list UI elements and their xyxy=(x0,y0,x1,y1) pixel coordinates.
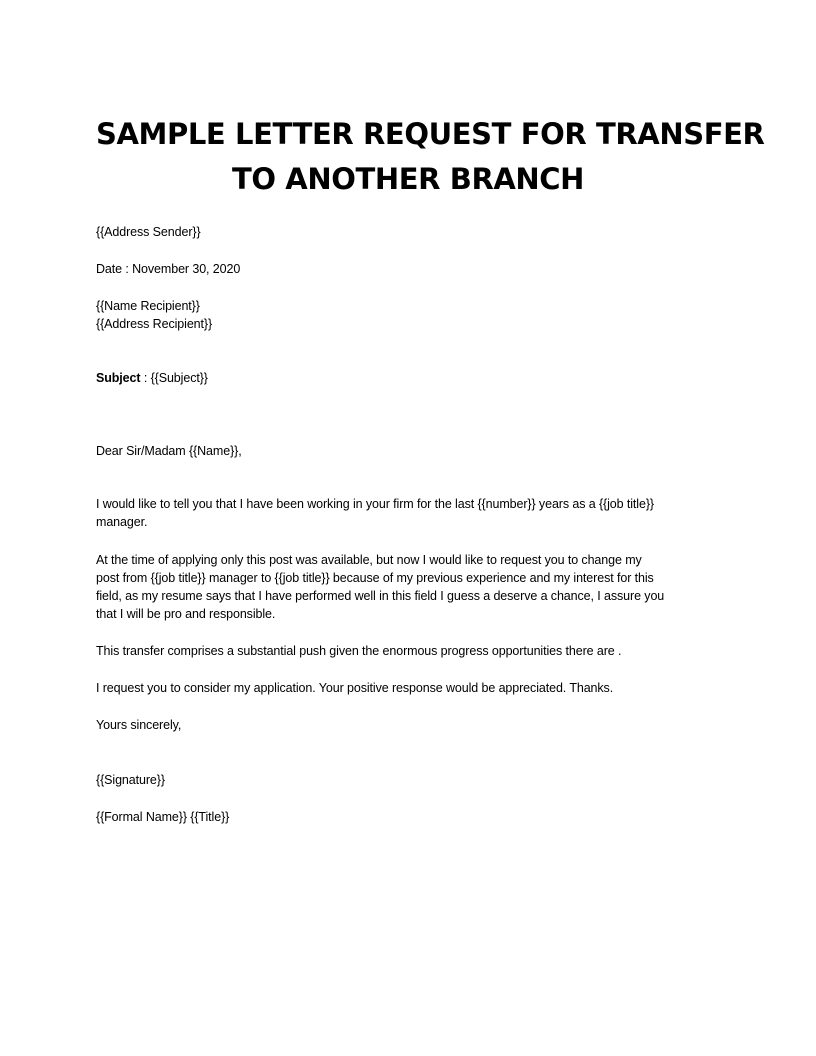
paragraph-2-line: that I will be pro and responsible. xyxy=(96,607,276,621)
formal-name-title: {{Formal Name}} {{Title}} xyxy=(96,810,230,824)
subject-label: Subject xyxy=(96,371,141,385)
paragraph-3: This transfer comprises a substantial push given the enormous progress opportunities there are . xyxy=(96,644,622,658)
paragraph-1-line: manager. xyxy=(96,515,148,529)
subject-line xyxy=(96,369,208,387)
paragraph-1 xyxy=(96,495,726,531)
letter-date: Date : November 30, 2020 xyxy=(96,262,241,276)
closing: Yours sincerely, xyxy=(96,718,182,732)
paragraph-4: I request you to consider my application. Your positive response would be appreciated. Thanks. xyxy=(96,681,614,695)
title-line-2: TO ANOTHER BRANCH xyxy=(231,162,585,196)
signature: {{Signature}} xyxy=(96,773,165,787)
paragraph-2 xyxy=(96,551,726,623)
paragraph-1-line: I would like to tell you that I have been working in your firm for the last {{number}} years as a {{job title}} xyxy=(96,497,654,511)
letter-title xyxy=(96,112,765,202)
recipient-name: {{Name Recipient}} xyxy=(96,299,200,313)
salutation: Dear Sir/Madam {{Name}}, xyxy=(96,444,242,458)
subject-value: : {{Subject}} xyxy=(140,371,208,385)
title-line-1: SAMPLE LETTER REQUEST FOR TRANSFER xyxy=(96,117,765,151)
paragraph-2-line: post from {{job title}} manager to {{job title}} because of my previous experience and my interest for this xyxy=(96,571,654,585)
recipient-address: {{Address Recipient}} xyxy=(96,317,213,331)
paragraph-2-line: At the time of applying only this post was available, but now I would like to request you to change my xyxy=(96,553,642,567)
paragraph-2-line: field, as my resume says that I have performed well in this field I guess a deserve a chance, I assure you xyxy=(96,589,665,603)
sender-address: {{Address Sender}} xyxy=(96,225,201,239)
